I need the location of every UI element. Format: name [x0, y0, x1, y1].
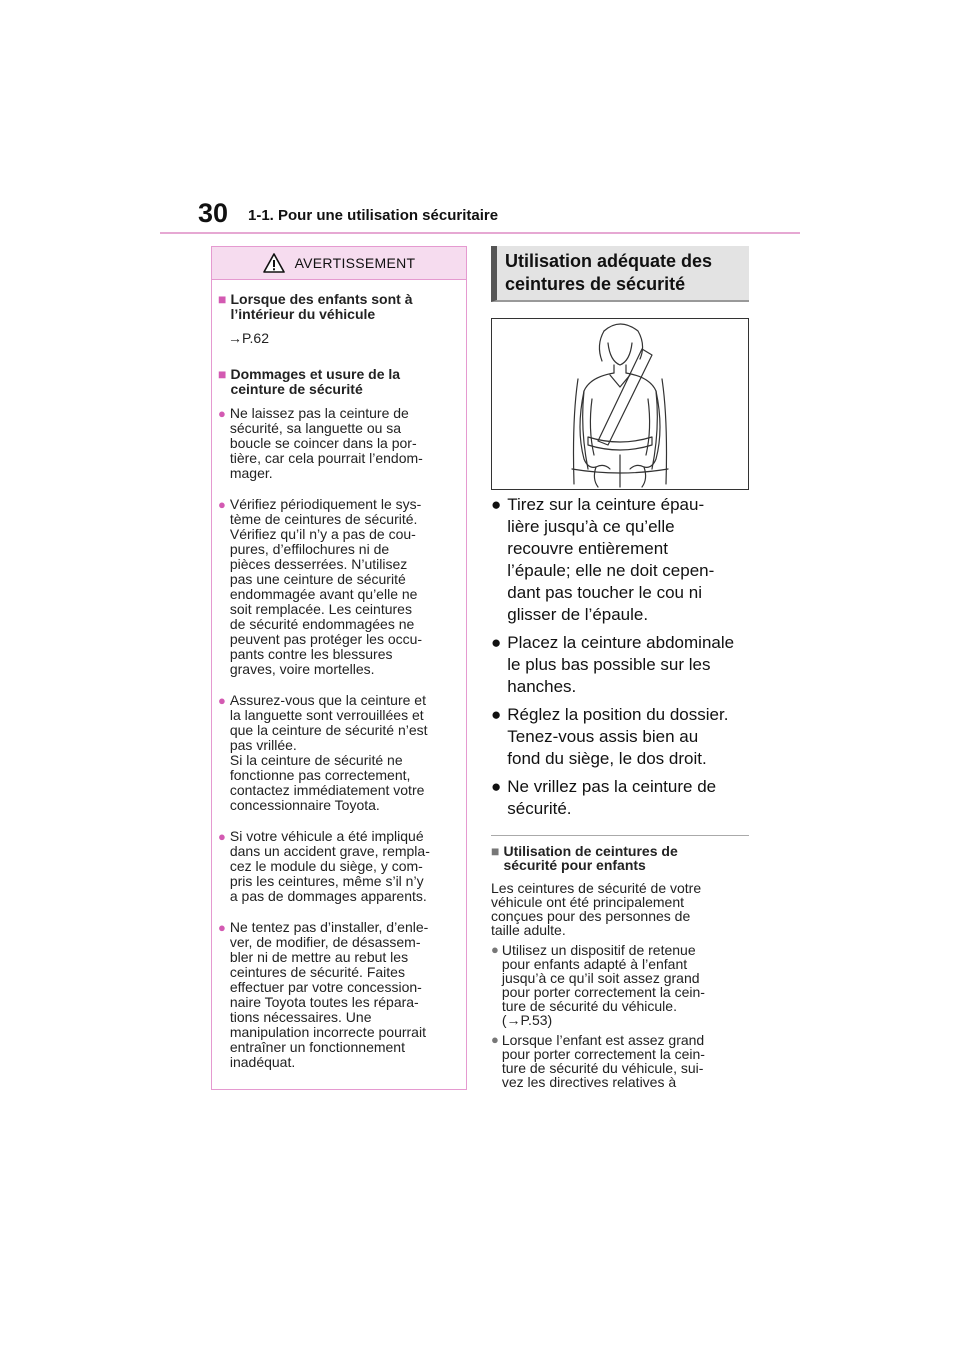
circle-bullet-icon: ● [491, 942, 499, 957]
list-item: ● Utilisez un dispositif de retenue pour enfants adapté à l’enfant jusqu’à ce qu’il soit assez grand pour porter correctement la cein- ture de sécurité du véhicule. (→P.53) [491, 942, 705, 1028]
circle-bullet-icon: ● [218, 497, 226, 512]
warning-label: AVERTISSEMENT [294, 255, 416, 271]
circle-bullet-icon: ● [491, 633, 502, 652]
circle-bullet-icon: ● [218, 406, 226, 421]
list-item: ● Ne laissez pas la ceinture de sécurité, sa languette ou sa boucle se coincer dans la por- tière, car cela pourrait l’endom- mager. [218, 405, 423, 481]
warning-box [211, 246, 467, 1090]
circle-bullet-icon: ● [218, 829, 226, 844]
page-reference: →P.62 [228, 330, 269, 346]
warning-section-heading: ■ Lorsque des enfants sont à l’intérieur du véhicule [218, 291, 413, 322]
section-title: 1-1. Pour une utilisation sécuritaire [248, 207, 499, 224]
list-item: ● Réglez la position du dossier. Tenez-vous assis bien au fond du siège, le dos droit. [491, 705, 729, 768]
square-bullet-icon: ■ [218, 366, 227, 382]
list-item: ● Si votre véhicule a été impliqué dans un accident grave, rempla- cez le module du siège, y com- pris les ceintures, même s’il n’y a pas de dommages apparents. [218, 828, 430, 904]
subsection-heading: ■ Utilisation de ceintures de sécurité pour enfants [491, 843, 678, 873]
warning-triangle-icon [263, 253, 285, 273]
warning-section-heading: ■ Dommages et usure de la ceinture de sécurité [218, 366, 401, 397]
circle-bullet-icon: ● [491, 1032, 499, 1047]
square-bullet-icon: ■ [218, 291, 227, 307]
circle-bullet-icon: ● [218, 693, 226, 708]
section-heading: Utilisation adéquate des ceintures de sécurité [491, 246, 749, 302]
warning-body [212, 280, 466, 1070]
child-seatbelt-subsection [491, 844, 753, 1095]
list-item: ● Lorsque l’enfant est assez grand pour porter correctement la cein- ture de sécurité du véhicule, sui- vez les directives relatives à [491, 1032, 705, 1090]
list-item: ● Ne vrillez pas la ceinture de sécurité. [491, 777, 717, 818]
seated-person-seatbelt-illustration [492, 319, 748, 489]
seatbelt-illustration [491, 318, 749, 490]
header-rule [160, 232, 800, 234]
circle-bullet-icon: ● [491, 777, 502, 796]
list-item: ● Vérifiez périodiquement le sys- tème de ceintures de sécurité. Vérifiez qu’il n’y a pas de cou- pures, d’effilochures ni de pièces desserrées. N’utilisez pas une ceinture de sécurité endommagée avant qu’elle ne soit remplacée. Les ceintures de sécurité endommagées ne peuvent pas protéger les occu- pants contre les blessures graves, voire mortelles. [218, 496, 423, 677]
circle-bullet-icon: ● [218, 920, 226, 935]
circle-bullet-icon: ● [491, 705, 502, 724]
list-item: ● Ne tentez pas d’installer, d’enle- ver, de modifier, de désassem- bler ni de mettre au rebut les ceintures de sécurité. Faites effectuer par votre concession- naire Toyota toutes les répara- tions nécessaires. Une manipulation incorrecte pourrait entraîner un fonctionnement inadéquat. [218, 919, 429, 1070]
list-item: ● Placez la ceinture abdominale le plus bas possible sur les hanches. [491, 633, 735, 696]
page-number: 30 [198, 198, 229, 228]
circle-bullet-icon: ● [491, 495, 502, 514]
list-item: ● Assurez-vous que la ceinture et la languette sont verrouillées et que la ceinture de sécurité n’est pas vrillée. Si la ceinture de sécurité ne fonctionne pas correctement, contactez immédiatement votre concessionnaire Toyota. [218, 692, 428, 813]
divider [491, 835, 749, 836]
list-item: ● Tirez sur la ceinture épau- lière jusqu’à ce qu’elle recouvre entièrement l’épaule; elle ne doit cepen- dant pas toucher le cou ni glisser de l’épaule. [491, 495, 715, 624]
main-bullet-list [491, 494, 753, 826]
square-bullet-icon: ■ [491, 843, 500, 859]
warning-header [212, 247, 466, 280]
subsection-intro: Les ceintures de sécurité de votre véhicule ont été principalement conçues pour des personnes de taille adulte. [491, 880, 702, 938]
